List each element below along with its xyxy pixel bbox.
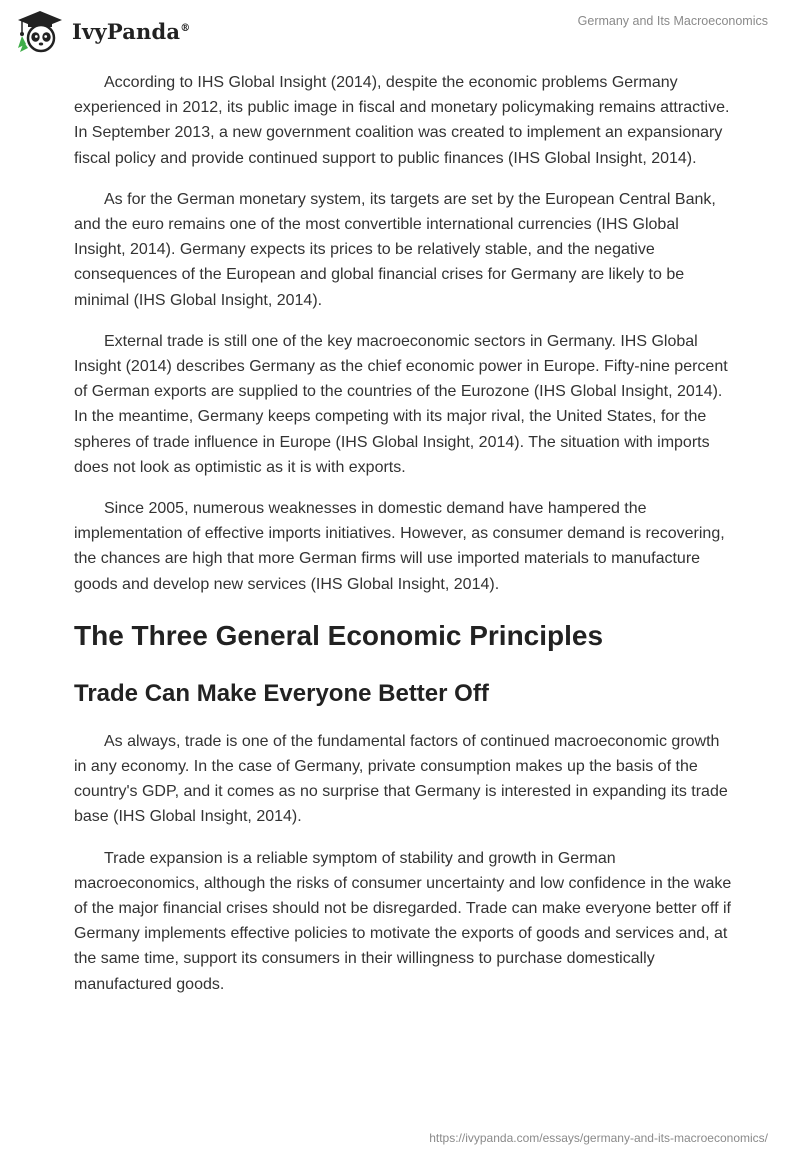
paragraph-2: As for the German monetary system, its targets are set by the European Central Bank, and the euro remains one of the most convertible international currencies (IHS Global Insight, 2014). Germany expects its prices to be relatively stable, and the negative consequences of the European and global financial crises for Germany are likely to be minimal (IHS Global Insight, 2014). xyxy=(74,190,716,309)
paragraph-6: Trade expansion is a reliable symptom of stability and growth in German macroeconomics, although the risks of consumer uncertainty and low confidence in the wake of the major financial crises should not be disregarded. Trade can make everyone better off if Germany implements effective policies to motivate the exports of goods and services and, at the same time, support its consumers in their willingness to purchase domestically manufactured goods. xyxy=(74,849,732,993)
essay-content xyxy=(74,70,734,1013)
panda-graduate-icon xyxy=(14,8,66,54)
page-header xyxy=(0,0,800,62)
section-heading: The Three General Economic Principles xyxy=(74,619,604,651)
ivypanda-logo-link[interactable] xyxy=(14,8,190,54)
source-url-link[interactable]: https://ivypanda.com/essays/germany-and-its-macroeconomics/ xyxy=(429,1131,768,1145)
registered-mark: ® xyxy=(180,22,191,34)
paragraph-4: Since 2005, numerous weaknesses in domestic demand have hampered the implementation of effective imports initiatives. However, as consumer demand is recovering, the chances are high that more German firms will use imported materials to manufacture goods and develop new services (IHS Global Insight, 2014). xyxy=(74,500,725,593)
paragraph-3: External trade is still one of the key macroeconomic sectors in Germany. IHS Global Insight (2014) describes Germany as the chief economic power in Europe. Fifty-nine percent of German exports are supplied to the countries of the Eurozone (IHS Global Insight, 2014). In the meantime, Germany keeps competing with its major rival, the United States, for the spheres of trade influence in Europe (IHS Global Insight, 2014). The situation with imports does not look as optimistic as it is with exports. xyxy=(74,332,728,476)
subsection-heading: Trade Can Make Everyone Better Off xyxy=(74,679,489,707)
brand-name: IvyPanda® xyxy=(72,18,191,44)
paragraph-1: According to IHS Global Insight (2014), despite the economic problems Germany experienced in 2012, its public image in fiscal and monetary policymaking remains attractive. In September 2013, a new government coalition was created to implement an expansionary fiscal policy and provide continued support to public finances (IHS Global Insight, 2014). xyxy=(74,74,730,167)
document-title: Germany and Its Macroeconomics xyxy=(577,14,768,28)
paragraph-5: As always, trade is one of the fundamental factors of continued macroeconomic growth in any economy. In the case of Germany, private consumption makes up the basis of the country's GDP, and it comes as no surprise that Germany is interested in expanding its trade base (IHS Global Insight, 2014). xyxy=(74,732,728,826)
